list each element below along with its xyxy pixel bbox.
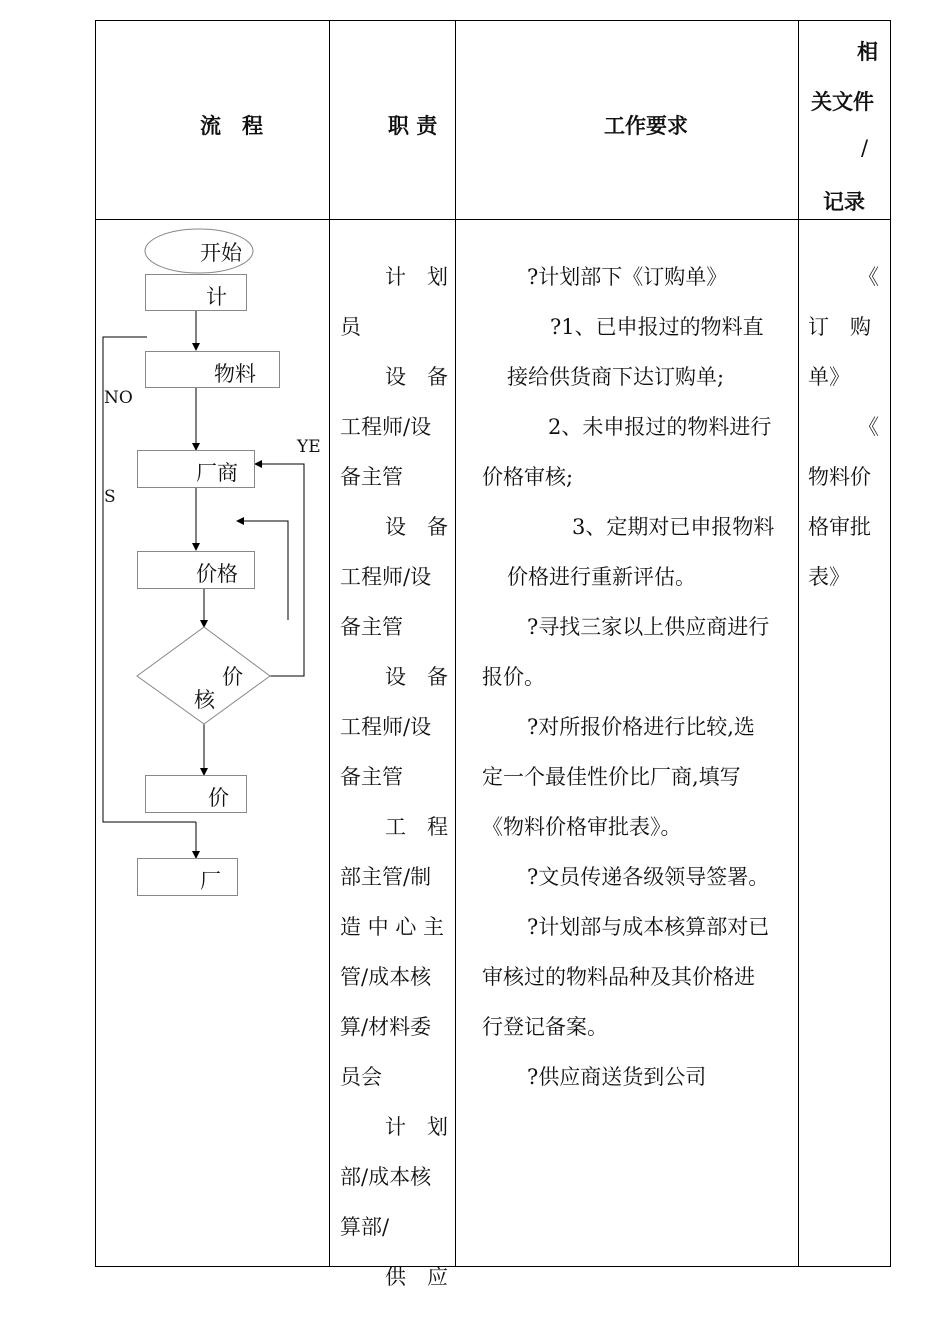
requirement-line: 价格审核; bbox=[482, 465, 574, 489]
requirement-line: 《物料价格审批表》。 bbox=[482, 815, 682, 839]
requirement-line: ?文员传递各级领导签署。 bbox=[527, 865, 770, 889]
requirement-line: ?1、已申报过的物料直 bbox=[550, 315, 764, 339]
label-no-2: S bbox=[104, 487, 116, 507]
duty-line: 员 bbox=[340, 315, 361, 339]
flow-step-delivery-label: 厂 bbox=[200, 869, 221, 893]
decision-sublabel-clip bbox=[190, 684, 220, 712]
duty-line: 工程师/设 bbox=[340, 565, 432, 589]
requirement-line: ?计划部下《订购单》 bbox=[527, 265, 728, 289]
duty-line: 备主管 bbox=[340, 615, 403, 639]
document-line: 表》 bbox=[808, 565, 850, 589]
decision-sublabel: 核 bbox=[194, 688, 215, 712]
header-flow: 流 程 bbox=[200, 114, 263, 138]
header-duty: 职 责 bbox=[388, 114, 438, 138]
flow-step-approve bbox=[145, 775, 247, 813]
requirement-line: 3、定期对已申报物料 bbox=[572, 515, 775, 539]
requirement-line: ?寻找三家以上供应商进行 bbox=[527, 615, 770, 639]
requirement-line: 2、未申报过的物料进行 bbox=[548, 415, 772, 439]
requirement-line: 价格进行重新评估。 bbox=[507, 565, 696, 589]
flow-step-plan-label: 计 bbox=[206, 285, 227, 309]
duty-line: 设 备 bbox=[385, 665, 448, 689]
label-no-1: NO bbox=[104, 388, 133, 408]
duty-line: 计 划 bbox=[385, 265, 448, 289]
document-line: 物料价 bbox=[808, 465, 871, 489]
flow-step-price-label: 价格 bbox=[196, 562, 238, 586]
document-line: 格审批 bbox=[808, 515, 871, 539]
duty-line: 部主管/制 bbox=[340, 865, 432, 889]
duty-line: 工 程 bbox=[385, 815, 448, 839]
decision-label: 价 bbox=[222, 665, 243, 689]
requirement-line: 接给供货商下达订购单; bbox=[507, 365, 725, 389]
requirement-line: 审核过的物料品种及其价格进 bbox=[482, 965, 755, 989]
duty-line: 算/材料委 bbox=[340, 1015, 432, 1039]
duty-line: 计 划 bbox=[385, 1115, 448, 1139]
duty-line: 算部/ bbox=[340, 1215, 390, 1239]
duty-line: 备主管 bbox=[340, 465, 403, 489]
header-docs-line3: / bbox=[861, 136, 869, 160]
flow-step-delivery bbox=[137, 858, 238, 896]
requirement-line: ?计划部与成本核算部对已 bbox=[527, 915, 770, 939]
duty-line: 员会 bbox=[340, 1065, 382, 1089]
document-line: 《 bbox=[858, 415, 879, 439]
duty-line: 管/成本核 bbox=[340, 965, 432, 989]
duty-line: 备主管 bbox=[340, 765, 403, 789]
header-docs-line2: 关文件 bbox=[811, 90, 874, 114]
requirement-line: ?供应商送货到公司 bbox=[527, 1065, 707, 1089]
document-line: 《 bbox=[858, 265, 879, 289]
document-line: 单》 bbox=[808, 365, 850, 389]
requirement-line: ?对所报价格进行比较,选 bbox=[527, 715, 755, 739]
requirement-line: 行登记备案。 bbox=[482, 1015, 608, 1039]
header-docs-line4: 记录 bbox=[823, 190, 865, 214]
flow-step-approve-label: 价 bbox=[208, 786, 229, 810]
flow-step-material-label: 物料 bbox=[214, 362, 256, 386]
duty-line: 工程师/设 bbox=[340, 415, 432, 439]
requirement-line: 定一个最佳性价比厂商,填写 bbox=[482, 765, 741, 789]
duty-line: 造 中 心 主 bbox=[340, 915, 445, 939]
duty-line: 部/成本核 bbox=[340, 1165, 432, 1189]
header-docs-line1: 相 bbox=[857, 40, 878, 64]
duty-line: 供 应 bbox=[385, 1265, 448, 1289]
label-yes: YE bbox=[297, 437, 321, 457]
flow-step-vendor-label: 厂商 bbox=[196, 461, 238, 485]
duty-line: 设 备 bbox=[385, 515, 448, 539]
start-label: 开始 bbox=[200, 241, 242, 265]
duty-line: 设 备 bbox=[385, 365, 448, 389]
document-line: 订 购 bbox=[808, 315, 871, 339]
header-requirements: 工作要求 bbox=[604, 114, 688, 138]
duty-line: 工程师/设 bbox=[340, 715, 432, 739]
requirement-line: 报价。 bbox=[482, 665, 545, 689]
